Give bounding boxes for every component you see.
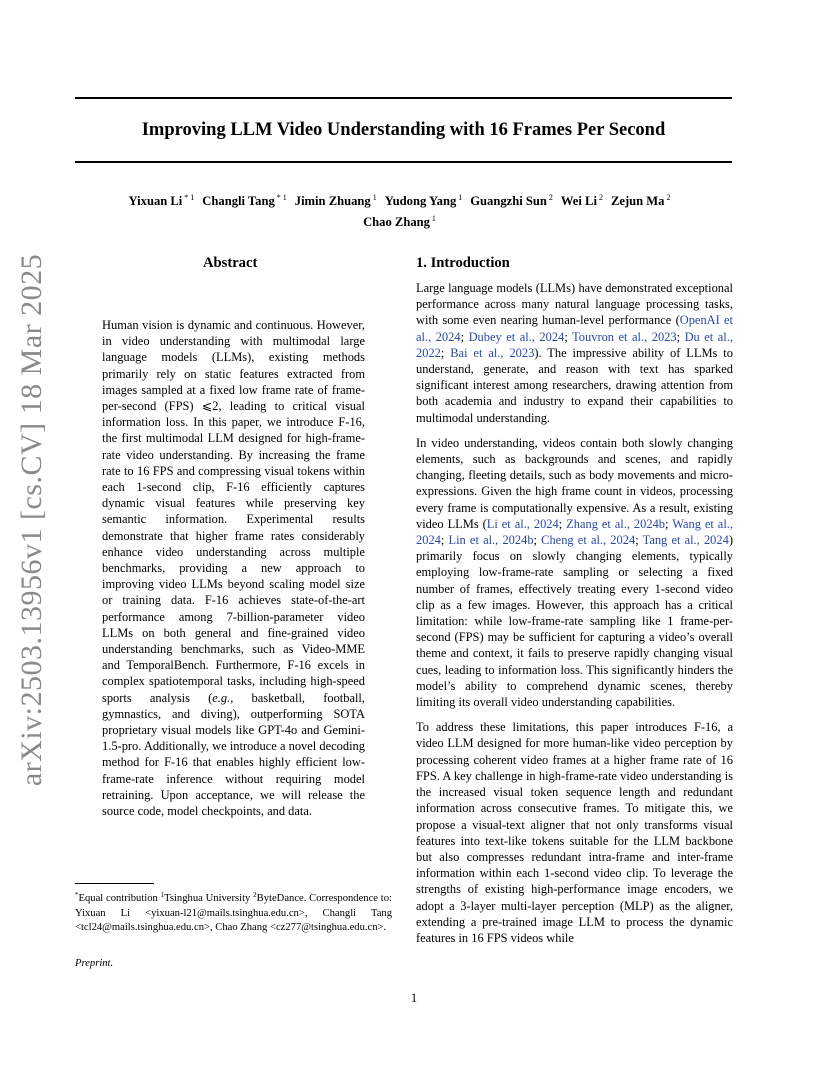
abstract-heading: Abstract xyxy=(203,255,258,271)
author-affiliation-mark: 1 xyxy=(456,193,463,202)
author-affiliation-mark: 1 xyxy=(429,214,436,223)
text-run: ; xyxy=(635,533,643,548)
citation-link[interactable]: Cheng et al., 2024 xyxy=(541,533,636,548)
arxiv-side-stamp: arXiv:2503.13956v1 [cs.CV] 18 Mar 2025 xyxy=(15,253,48,787)
citation-link[interactable]: OpenAI et al., 2024 xyxy=(416,313,733,344)
author-name: Chao Zhang $^1$ xyxy=(363,214,436,229)
author-name: Zejun Ma $^2$ xyxy=(610,193,671,208)
paper-title: Improving LLM Video Understanding with 16 Frames Per Second xyxy=(141,120,666,140)
author-name: Changli Tang $^{* 1}$ xyxy=(202,193,287,208)
author-affiliation-mark: 2 xyxy=(546,193,553,202)
author-affiliation-mark: 2 xyxy=(596,193,603,202)
author-name: Jimin Zhuang $^1$ xyxy=(294,193,377,208)
author-name: Yudong Yang $^1$ xyxy=(384,193,463,208)
text-run: ; xyxy=(440,345,451,360)
introduction-text xyxy=(416,280,733,946)
footnote-rule xyxy=(75,883,154,884)
text-run: ; xyxy=(533,533,542,548)
citation-link[interactable]: Tang et al., 2024 xyxy=(642,533,729,548)
text-run: ; xyxy=(460,329,469,344)
author-affiliation-mark: * 1 xyxy=(182,193,195,202)
author-name: Yixuan Li $^{* 1}$ xyxy=(128,193,195,208)
page-number: 1 xyxy=(410,991,418,1005)
author-name: Wei Li $^2$ xyxy=(560,193,603,208)
citation-link[interactable]: Li et al., 2024 xyxy=(486,516,559,531)
author-affiliation-mark: * 1 xyxy=(274,193,287,202)
text-run: Large language models (LLMs) have demonstrated exceptional performance across many natural language processing tasks, with some even nearing human-level performance ( xyxy=(416,281,733,328)
author-affiliation-mark: 1 xyxy=(370,193,377,202)
footnote: *Equal contribution $^1$Tsinghua University $^2$ByteDance. Correspondence to: Yixuan Li <yixuan-l21@mails.tsinghua.edu.cn>, Changli Tang <tcl24@mails.tsinghua.edu.cn>, Chao Zhang <cz277@tsinghua.edu.cn>. xyxy=(75,891,392,933)
text-run: ; xyxy=(558,516,567,531)
intro-paragraph-1 xyxy=(416,280,733,426)
author-list xyxy=(90,189,717,231)
text-run: ) primarily focus on slowly changing elements, typically employing low-frame-rate sampling or selecting a fixed number of frames, effectively treating every 1-second video clip as a few images. However, this approach has a critical limitation: while low-frame-rate sampling like 1 frame-per-second (FPS) may be sufficient for capturing a video’s overall theme and context, it fails to preserve rapidly changing visual cues, leading to information loss. This significantly hinders the model’s ability to comprehend dynamic scenes, thereby limiting its overall video understanding capabilities. xyxy=(416,533,733,710)
introduction-heading: 1. Introduction xyxy=(416,255,510,271)
preprint-label: Preprint. xyxy=(75,958,114,969)
text-run: ; xyxy=(665,516,673,531)
abstract-text: Human vision is dynamic and continuous. However, in video understanding with multimodal large language models (LLMs), existing methods primarily rely on static features extracted from images sampled at a fixed low frame rate of frame-per-second (FPS) ⩽2, leading to critical visual information loss. In this paper, we introduce F-16, the first multimodal LLM designed for high-frame-rate video understanding. By increasing the frame rate to 16 FPS and compressing visual tokens within each 1-second clip, F-16 efficiently captures dynamic visual features while preserving key semantic information. Experimental results demonstrate that higher frame rates considerably enhance video understanding across multiple benchmarks, providing a new approach to improving video LLMs beyond scaling model size or training data. F-16 achieves state-of-the-art performance among 7-billion-parameter video LLMs on both general and fine-grained video understanding benchmarks, such as Video-MME and TemporalBench. Furthermore, F-16 excels in complex spatiotemporal tasks, including high-speed sports analysis (e.g., basketball, football, gymnastics, and diving), outperforming SOTA proprietary visual models like GPT-4o and Gemini-1.5-pro. Additionally, we introduce a novel decoding method for F-16 that enables highly efficient low-frame-rate inference without requiring model retraining. Upon acceptance, we will release the source code, model checkpoints, and data. xyxy=(102,318,365,819)
citation-link[interactable]: Du et al., 2022 xyxy=(416,329,733,360)
text-run: ; xyxy=(676,329,685,344)
title-bottom-rule xyxy=(75,161,732,163)
citation-link[interactable]: Dubey et al., 2024 xyxy=(468,329,565,344)
intro-paragraph-3: To address these limitations, this paper introduces F-16, a video LLM designed for more human-like video perception by processing coherent video frames at a higher frame rate of 16 FPS. A key challenge in high-frame-rate video understanding is the increased visual token sequence length and redundant information across consecutive frames. To mitigate this, we propose a visual-text aligner that not only transforms visual features into text-like tokens suitable for the LLM backbone but also compresses redundant intra-frame and inter-frame information within each 1-second video clip. To leverage the strengths of existing high-performance image encoders, we adopt a 3-layer multi-layer perception (MLP) as the aligner, extending a pre-trained image LLM to process the dynamic features in 16 FPS videos while xyxy=(416,720,733,945)
author-affiliation-mark: 2 xyxy=(664,193,671,202)
text-run: ; xyxy=(440,533,449,548)
author-name: Guangzhi Sun $^2$ xyxy=(470,193,553,208)
citation-link[interactable]: Bai et al., 2023 xyxy=(450,345,535,360)
text-run: ; xyxy=(564,329,573,344)
citation-link[interactable]: Lin et al., 2024b xyxy=(448,533,534,548)
text-run: In video understanding, videos contain both slowly changing elements, such as backgrounds and scenes, and rapidly changing, fleeting details, such as body movements and micro-expressions. Given the high frame count in videos, processing every frame is computationally expensive. As a result, existing video LLMs ( xyxy=(416,435,733,531)
intro-paragraph-2 xyxy=(416,435,733,710)
citation-link[interactable]: Wang et al., 2024 xyxy=(416,516,733,548)
citation-link[interactable]: Touvron et al., 2023 xyxy=(572,329,677,344)
title-top-rule xyxy=(75,97,732,99)
text-run: ). The impressive ability of LLMs to understand, generate, and reason with text has sparked significant interest among researchers, drawing attention from both academia and industry to expand their capabilities to multimodal understanding. xyxy=(416,345,733,425)
citation-link[interactable]: Zhang et al., 2024b xyxy=(566,516,666,531)
